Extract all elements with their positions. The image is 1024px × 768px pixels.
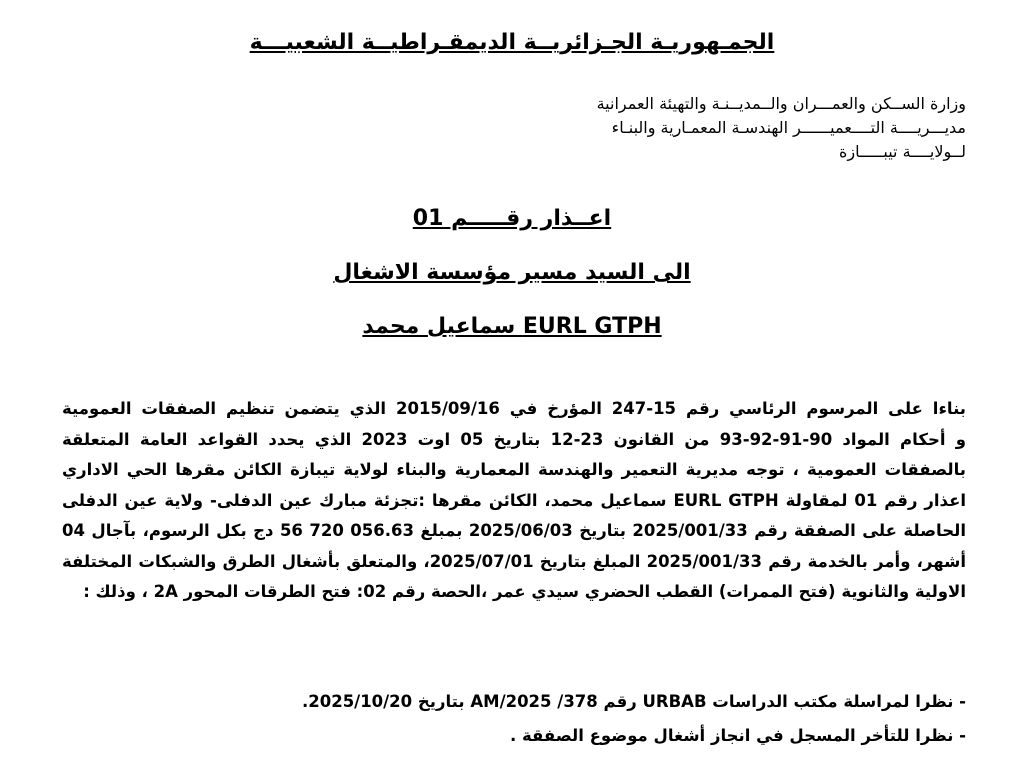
- body-line: و أحكام المواد 90-91-92-93 من القانون 23-12 بتاريخ 05 اوت 2023 الذي يحدد القواعد العامة المتعلقة: [62, 429, 966, 449]
- body-line: الحاصلة على الصفقة رقم 2025/001/33 بتاريخ 2025/06/03 بمبلغ 056.63 720 56 دج بكل الرسوم، بآجال 04: [62, 521, 966, 540]
- directorate-line: مديـــريــــة التــــعميــــــر الهندسـة المعمـارية والبنـاء: [611, 118, 966, 137]
- notice-body: [62, 394, 966, 608]
- body-line: بناءا على المرسوم الرئاسي رقم 15-247 المؤرخ في 2015/09/16 الذي يتضمن تنظيم الصفقات العمومية: [62, 399, 966, 418]
- body-line: اعذار رقم 01 لمقاولة EURL GTPH سماعيل محمد، الكائن مقرها :تجزئة مبارك عين الدفلى- ولاية عين الدفلى: [62, 490, 966, 510]
- wilaya-line: لــولايــــة تيبـــــازة: [838, 142, 966, 161]
- ministry-line: وزارة الســكن والعمـــران والــمديــنـة والتهيئة العمرانية: [596, 94, 966, 113]
- body-line: بالصفقات العمومية ، توجه مديرية التعمير والهندسة المعمارية والبناء لولاية تيبازة الكائن مقرها الحي الاداري: [62, 460, 966, 479]
- company-title: EURL GTPH سماعيل محمد: [362, 314, 662, 339]
- republic-heading: الجمـهوريـة الجـزائريــة الديمقـراطيــة الشعبيـــة: [249, 30, 775, 55]
- body-line: الاولية والثانوية (فتح الممرات) القطب الحضري سيدي عمر ،الحصة رقم 02: فتح الطرقات المحور 2A ، وذلك :: [83, 582, 966, 601]
- notice-title: اعــذار رقـــــم 01: [412, 206, 612, 231]
- recipient-title: الى السيد مسير مؤسسة الاشغال: [333, 260, 691, 285]
- reason-item: - نظرا لمراسلة مكتب الدراسات URBAB رقم 378/ 2025/AM بتاريخ 2025/10/20.: [301, 692, 966, 711]
- reason-item: - نظرا للتأخر المسجل في انجاز أشغال موضوع الصفقة .: [510, 726, 966, 745]
- issuing-authority: [597, 92, 966, 164]
- reasons-list: [62, 685, 966, 753]
- body-line: أشهر، وأمر بالخدمة رقم 2025/001/33 المبلغ بتاريخ 2025/07/01، والمتعلق بأشغال الطرق والشبكات المختلفة: [62, 551, 966, 571]
